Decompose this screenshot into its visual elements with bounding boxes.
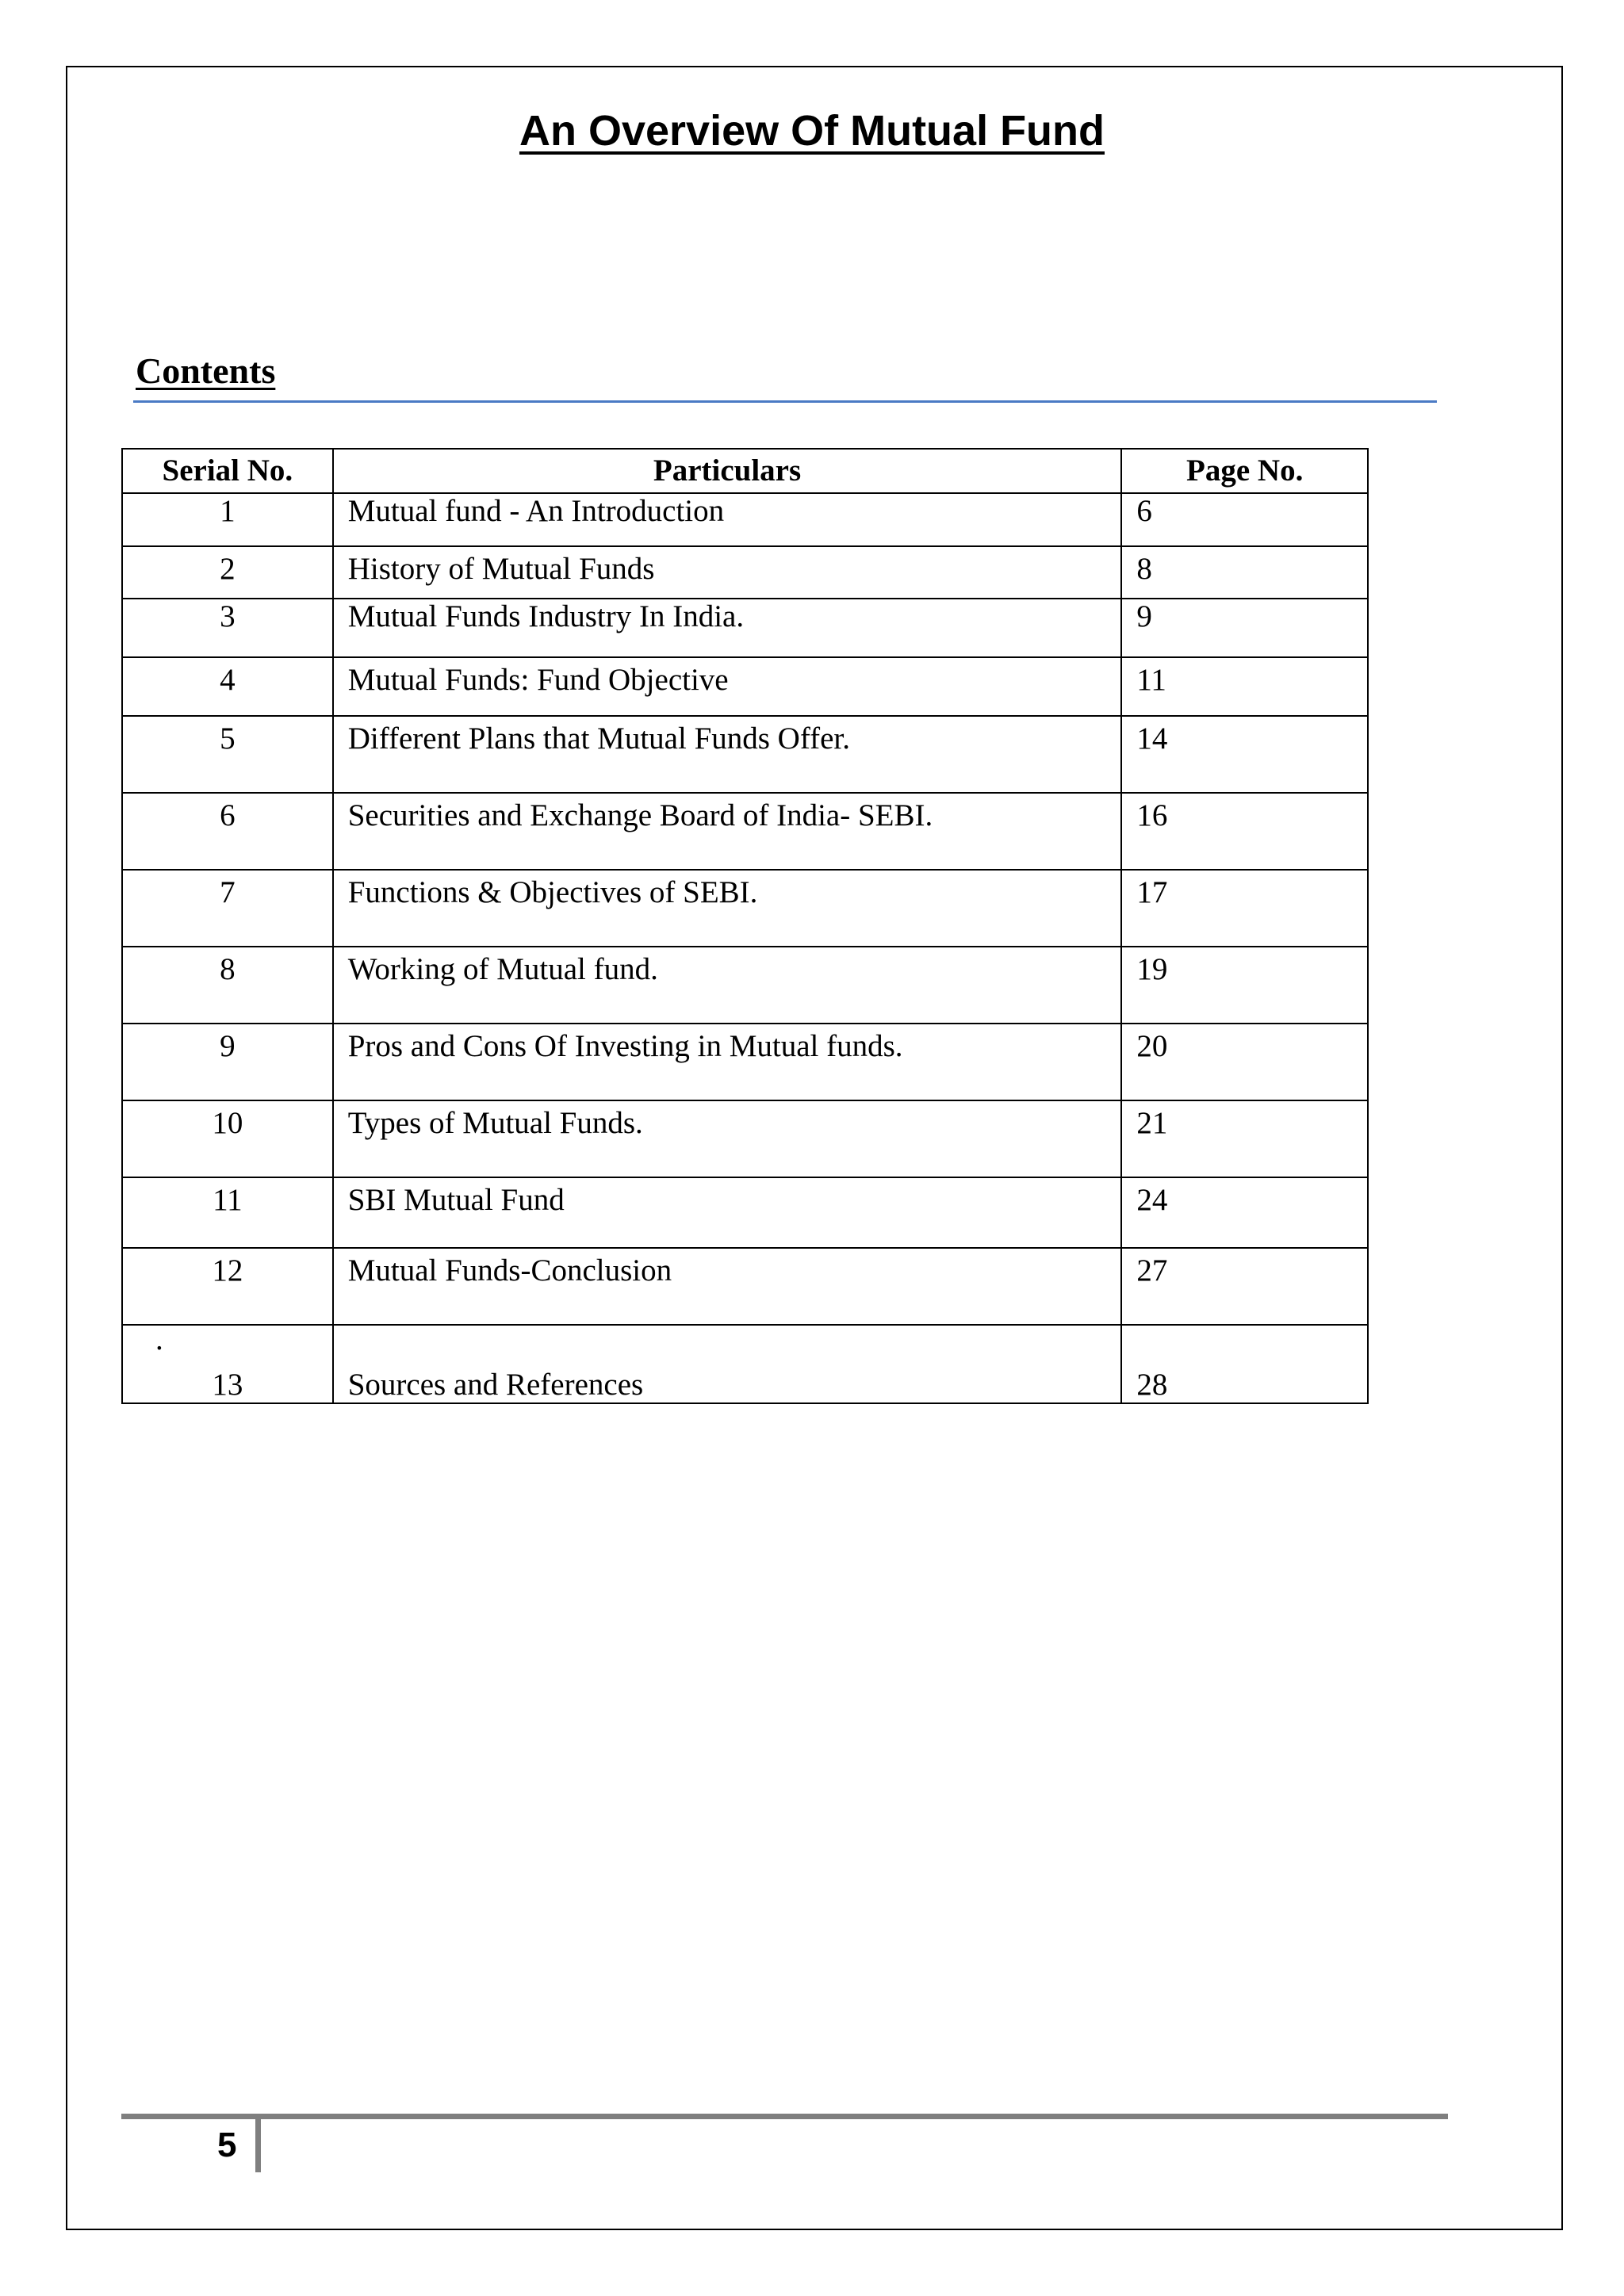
page-cell: 28 — [1121, 1325, 1368, 1403]
table-row — [122, 1024, 1368, 1100]
particular-cell: Pros and Cons Of Investing in Mutual funds. — [333, 1024, 1122, 1100]
table-header-row — [122, 449, 1368, 493]
serial-cell: 1 — [122, 493, 333, 546]
serial-cell: 7 — [122, 870, 333, 947]
serial-cell: 10 — [122, 1100, 333, 1177]
page-cell: 6 — [1121, 493, 1368, 546]
serial-cell: 13 — [122, 1325, 333, 1403]
header-page-no: Page No. — [1121, 449, 1368, 493]
page-cell: 19 — [1121, 947, 1368, 1024]
serial-cell: 5 — [122, 716, 333, 793]
particular-cell: History of Mutual Funds — [333, 546, 1122, 599]
footer-rule — [121, 2114, 1448, 2119]
page-cell: 14 — [1121, 716, 1368, 793]
page-cell: 9 — [1121, 599, 1368, 657]
page-cell: 20 — [1121, 1024, 1368, 1100]
particular-cell: Functions & Objectives of SEBI. — [333, 870, 1122, 947]
serial-cell: 2 — [122, 546, 333, 599]
page-cell: 11 — [1121, 657, 1368, 716]
page-cell: 16 — [1121, 793, 1368, 870]
serial-cell: 3 — [122, 599, 333, 657]
table-row — [122, 716, 1368, 793]
particular-cell: Mutual Funds Industry In India. — [333, 599, 1122, 657]
table-row — [122, 493, 1368, 546]
serial-cell: 4 — [122, 657, 333, 716]
page-number: 5 — [217, 2126, 237, 2164]
page-cell: 8 — [1121, 546, 1368, 599]
document-title: An Overview Of Mutual Fund — [519, 107, 1105, 155]
contents-rule — [133, 400, 1437, 403]
table-row — [122, 1248, 1368, 1325]
particular-cell: Mutual fund - An Introduction — [333, 493, 1122, 546]
table-row — [122, 1177, 1368, 1248]
table-row — [122, 870, 1368, 947]
particular-cell: Sources and References — [333, 1325, 1122, 1403]
table-row — [122, 657, 1368, 716]
serial-cell: 11 — [122, 1177, 333, 1248]
serial-cell: 6 — [122, 793, 333, 870]
table-row — [122, 947, 1368, 1024]
table-row — [122, 546, 1368, 599]
stray-period-mark: . — [155, 1322, 163, 1357]
footer-divider — [255, 2118, 261, 2172]
table-row — [122, 1325, 1368, 1403]
page-cell: 17 — [1121, 870, 1368, 947]
serial-cell: 12 — [122, 1248, 333, 1325]
header-serial-no: Serial No. — [122, 449, 333, 493]
particular-cell: Mutual Funds-Conclusion — [333, 1248, 1122, 1325]
particular-cell: Securities and Exchange Board of India- SEBI. — [333, 793, 1122, 870]
particular-cell: Types of Mutual Funds. — [333, 1100, 1122, 1177]
page-cell: 27 — [1121, 1248, 1368, 1325]
contents-heading: Contents — [136, 350, 276, 391]
particular-cell: Different Plans that Mutual Funds Offer. — [333, 716, 1122, 793]
serial-cell: 8 — [122, 947, 333, 1024]
page-cell: 21 — [1121, 1100, 1368, 1177]
serial-cell: 9 — [122, 1024, 333, 1100]
table-of-contents — [121, 448, 1369, 1404]
particular-cell: Working of Mutual fund. — [333, 947, 1122, 1024]
table-row — [122, 1100, 1368, 1177]
particular-cell: SBI Mutual Fund — [333, 1177, 1122, 1248]
particular-cell: Mutual Funds: Fund Objective — [333, 657, 1122, 716]
table-row — [122, 793, 1368, 870]
table-row — [122, 599, 1368, 657]
header-particulars: Particulars — [333, 449, 1122, 493]
page-cell: 24 — [1121, 1177, 1368, 1248]
